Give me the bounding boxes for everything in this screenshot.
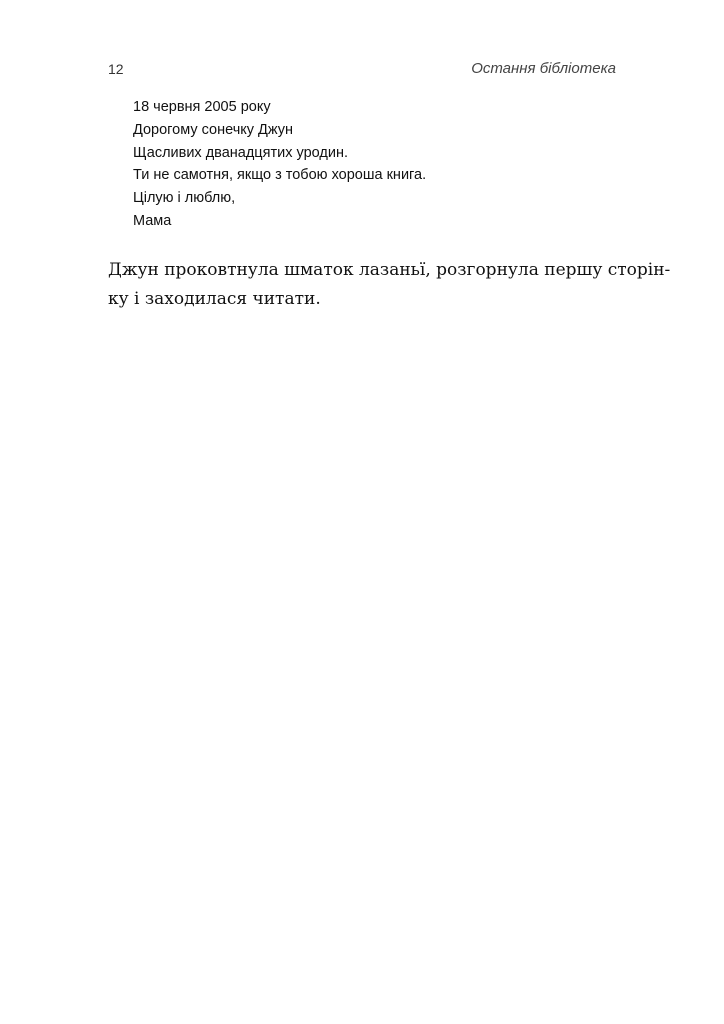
running-title: Остання бібліотека — [471, 60, 616, 77]
inscription-line-signature: Мама — [133, 212, 172, 229]
inscription-line-message: Ти не самотня, якщо з тобою хороша книга. — [133, 167, 427, 184]
inscription-block — [133, 96, 633, 233]
body-paragraph — [108, 256, 671, 314]
page-number: 12 — [108, 61, 124, 77]
inscription-line-date: 18 червня 2005 року — [133, 99, 271, 115]
body-line: ку і заходилася читати. — [108, 289, 321, 309]
inscription-line-closing: Цілую і люблю, — [133, 190, 236, 207]
body-line: Джун проковтнула шматок лазаньї, розгорнула першу сторін- — [108, 260, 671, 280]
inscription-line-dedication: Дорогому сонечку Джун — [133, 121, 293, 138]
inscription-line-greeting: Щасливих дванадцятих уродин. — [133, 144, 348, 161]
